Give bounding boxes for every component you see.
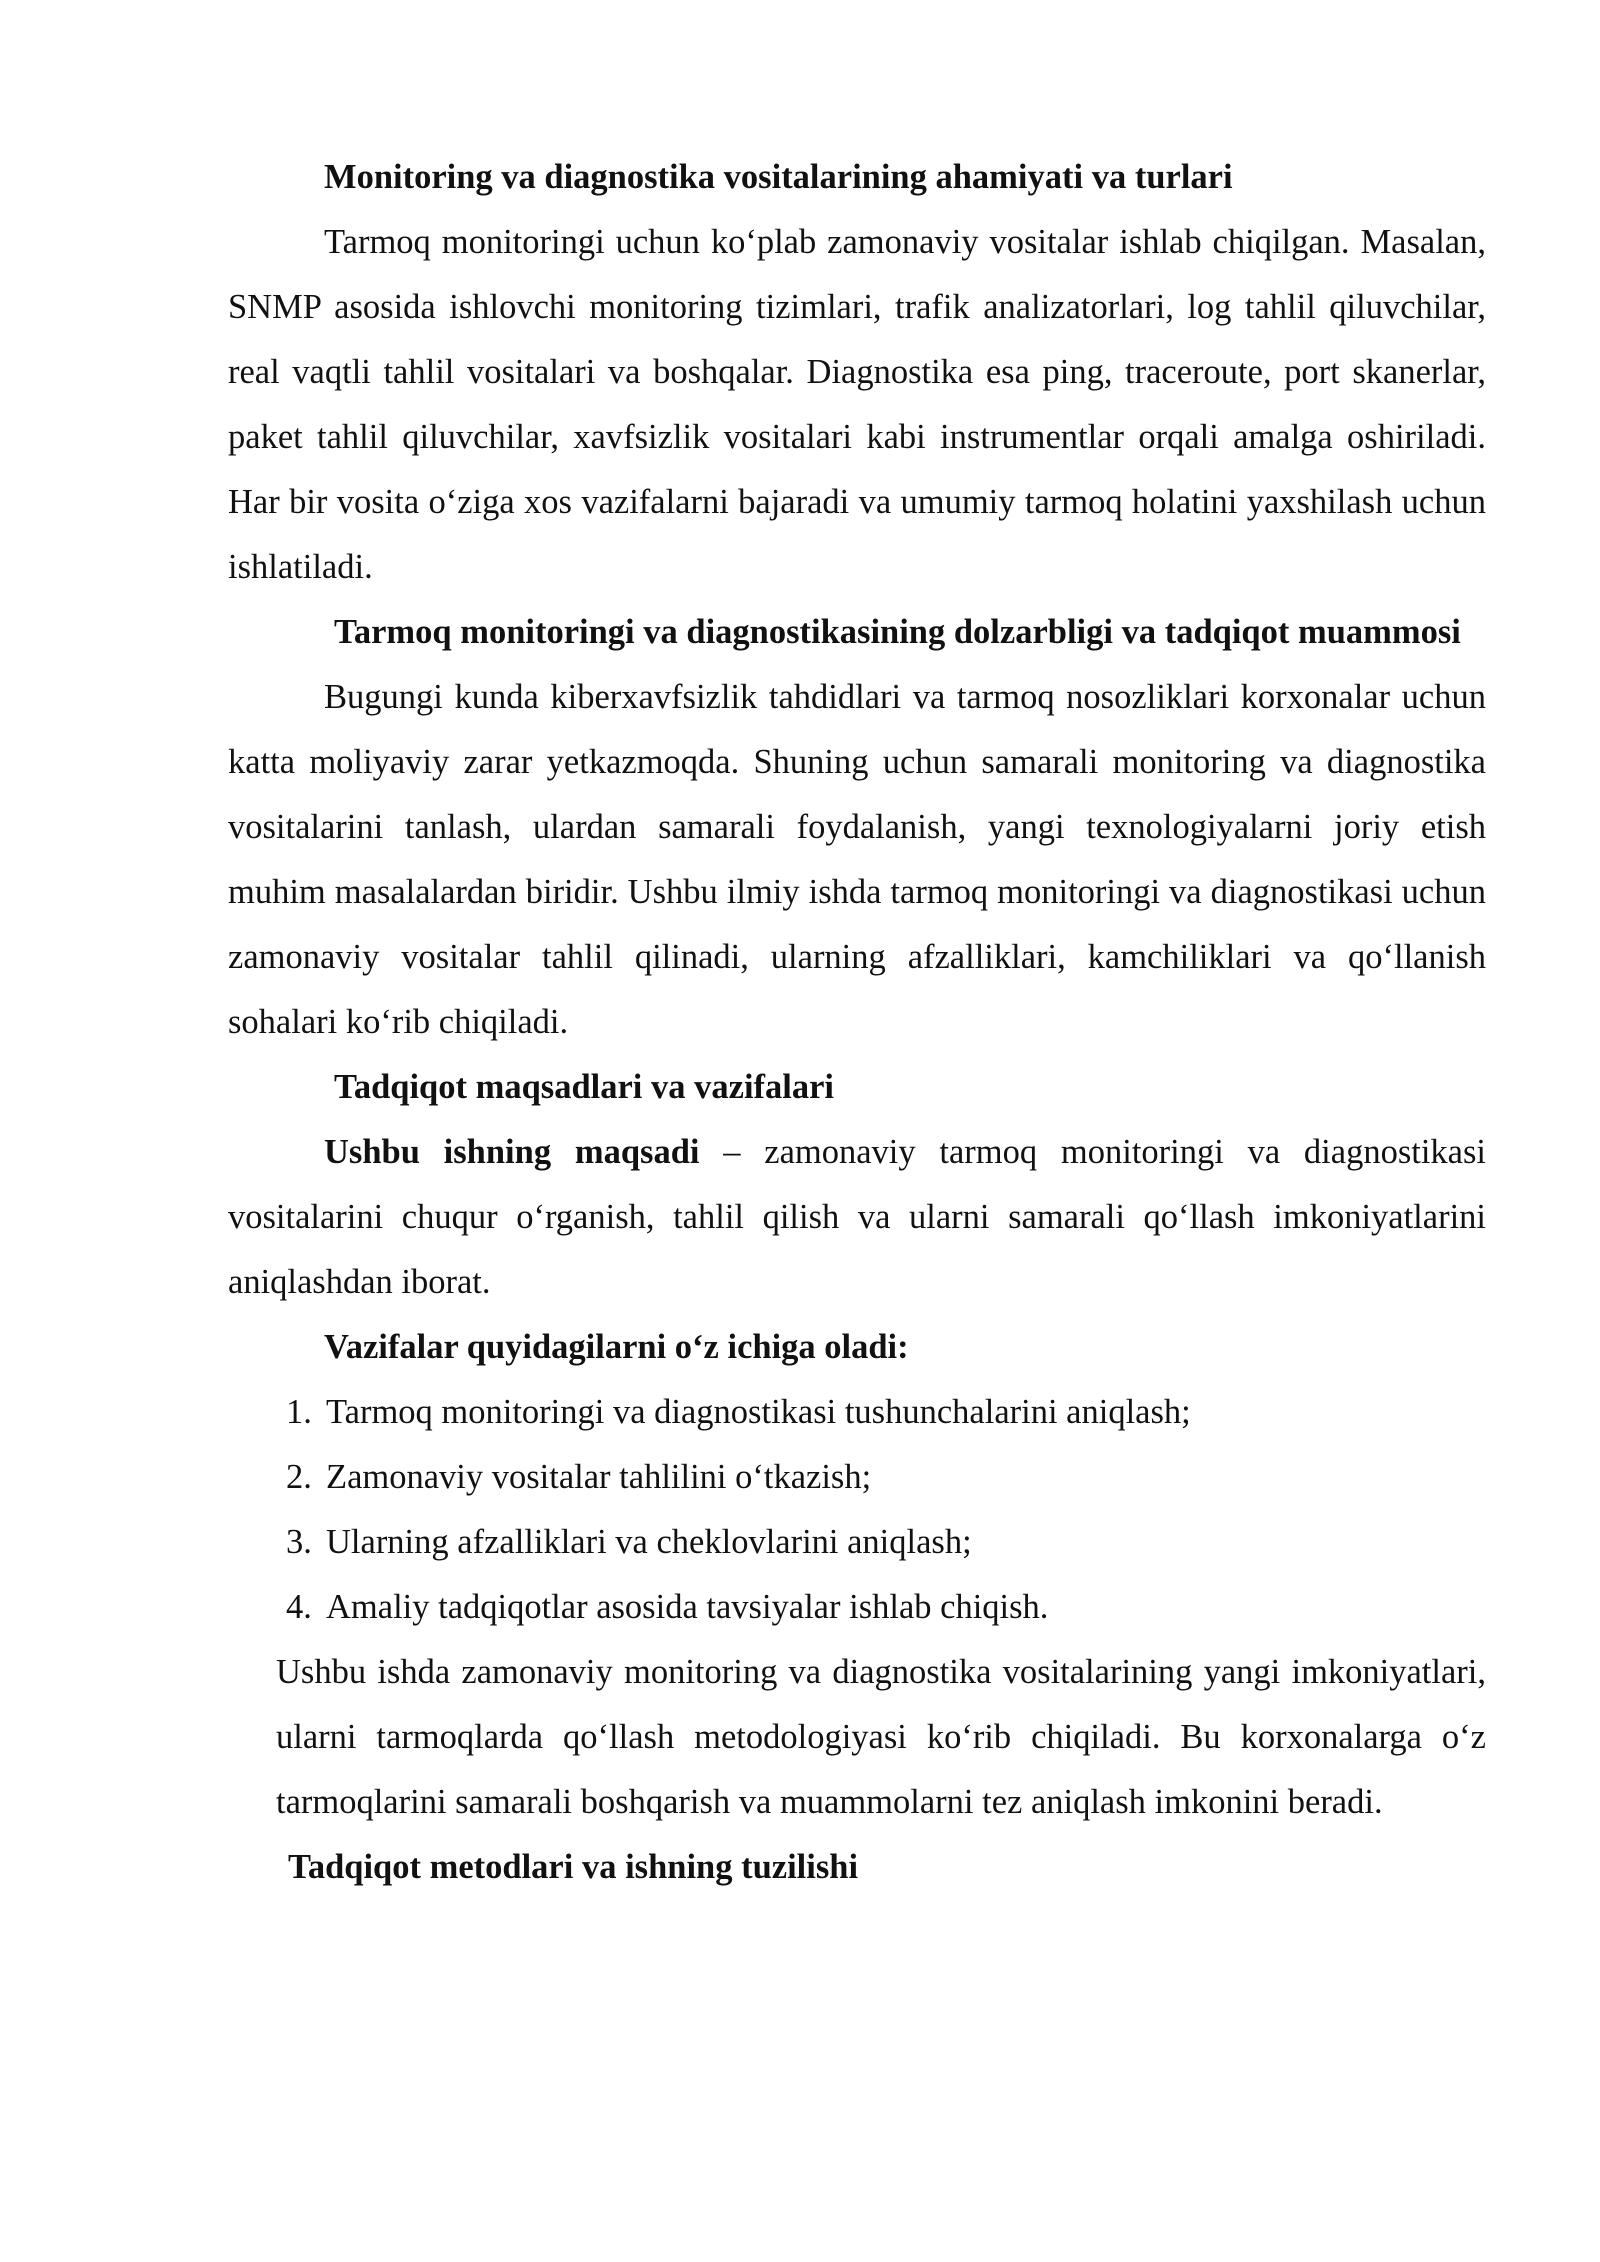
list-item-text: Ularning afzalliklari va cheklovlarini aniqlash;: [326, 1523, 972, 1561]
list-item-number: 4.: [286, 1588, 312, 1626]
list-item-number: 2.: [286, 1458, 312, 1496]
list-item: [228, 1575, 1486, 1640]
list-item: [228, 1510, 1486, 1575]
list-item: [228, 1445, 1486, 1510]
section-heading-goals: Tadqiqot maqsadlari va vazifalari: [334, 1068, 834, 1106]
list-item-number: 1.: [286, 1393, 312, 1431]
paragraph-goal: [228, 1120, 1486, 1315]
list-item: [228, 1380, 1486, 1445]
tasks-heading: Vazifalar quyidagilarni o‘z ichiga oladi:: [324, 1328, 909, 1366]
section-heading-importance: Monitoring va diagnostika vositalarining ahamiyati va turlari: [324, 158, 1233, 196]
paragraph-tools-overview: Tarmoq monitoringi uchun ko‘plab zamonaviy vositalar ishlab chiqilgan. Masalan, SNMP asosida ishlovchi monitoring tizimlari, trafik analizatorlari, log tahlil qiluvchilar, real vaqtli tahlil vositalari va boshqalar. Diagnostika esa ping, traceroute, port skanerlar, paket tahlil qiluvchilar, xavfsizlik vositalari kabi instrumentlar orqali amalga oshiriladi. Har bir vosita o‘ziga xos vazifalarni bajaradi va umumiy tarmoq holatini yaxshilash uchun ishlatiladi.: [228, 223, 1486, 586]
tasks-list: [228, 1380, 1486, 1640]
list-item-text: Zamonaviy vositalar tahlilini o‘tkazish;: [326, 1458, 872, 1496]
paragraph-relevance: Bugungi kunda kiberxavfsizlik tahdidlari va tarmoq nosozliklari korxonalar uchun katta moliyaviy zarar yetkazmoqda. Shuning uchun samarali monitoring va diagnostika vositalarini tanlash, ulardan samarali foydalanish, yangi texnologiyalarni joriy etish muhim masalalardan biridir. Ushbu ilmiy ishda tarmoq monitoringi va diagnostikasi uchun zamonaviy vositalar tahlil qilinadi, ularning afzalliklari, kamchiliklari va qo‘llanish sohalari ko‘rib chiqiladi.: [228, 678, 1486, 1041]
list-item-text: Amaliy tadqiqotlar asosida tavsiyalar ishlab chiqish.: [326, 1588, 1049, 1626]
goal-rest-text: – zamonaviy tarmoq monitoringi va diagnostikasi vositalarini chuqur o‘rganish, tahlil qilish va ularni samarali qo‘llash imkoniyatlarini aniqlashdan iborat.: [228, 1133, 1486, 1301]
document-body: [228, 145, 1486, 1900]
list-item-number: 3.: [286, 1523, 312, 1561]
paragraph-conclusion: Ushbu ishda zamonaviy monitoring va diagnostika vositalarining yangi imkoniyatlari, ularni tarmoqlarda qo‘llash metodologiyasi ko‘rib chiqiladi. Bu korxonalarga o‘z tarmoqlarini samarali boshqarish va muammolarni tez aniqlash imkonini beradi.: [276, 1653, 1486, 1821]
section-heading-relevance: Tarmoq monitoringi va diagnostikasining dolzarbligi va tadqiqot muammosi: [334, 613, 1461, 651]
section-heading-methods: Tadqiqot metodlari va ishning tuzilishi: [288, 1848, 859, 1886]
list-item-text: Tarmoq monitoringi va diagnostikasi tushunchalarini aniqlash;: [326, 1393, 1191, 1431]
goal-lead-text: Ushbu ishning maqsadi: [324, 1133, 700, 1171]
